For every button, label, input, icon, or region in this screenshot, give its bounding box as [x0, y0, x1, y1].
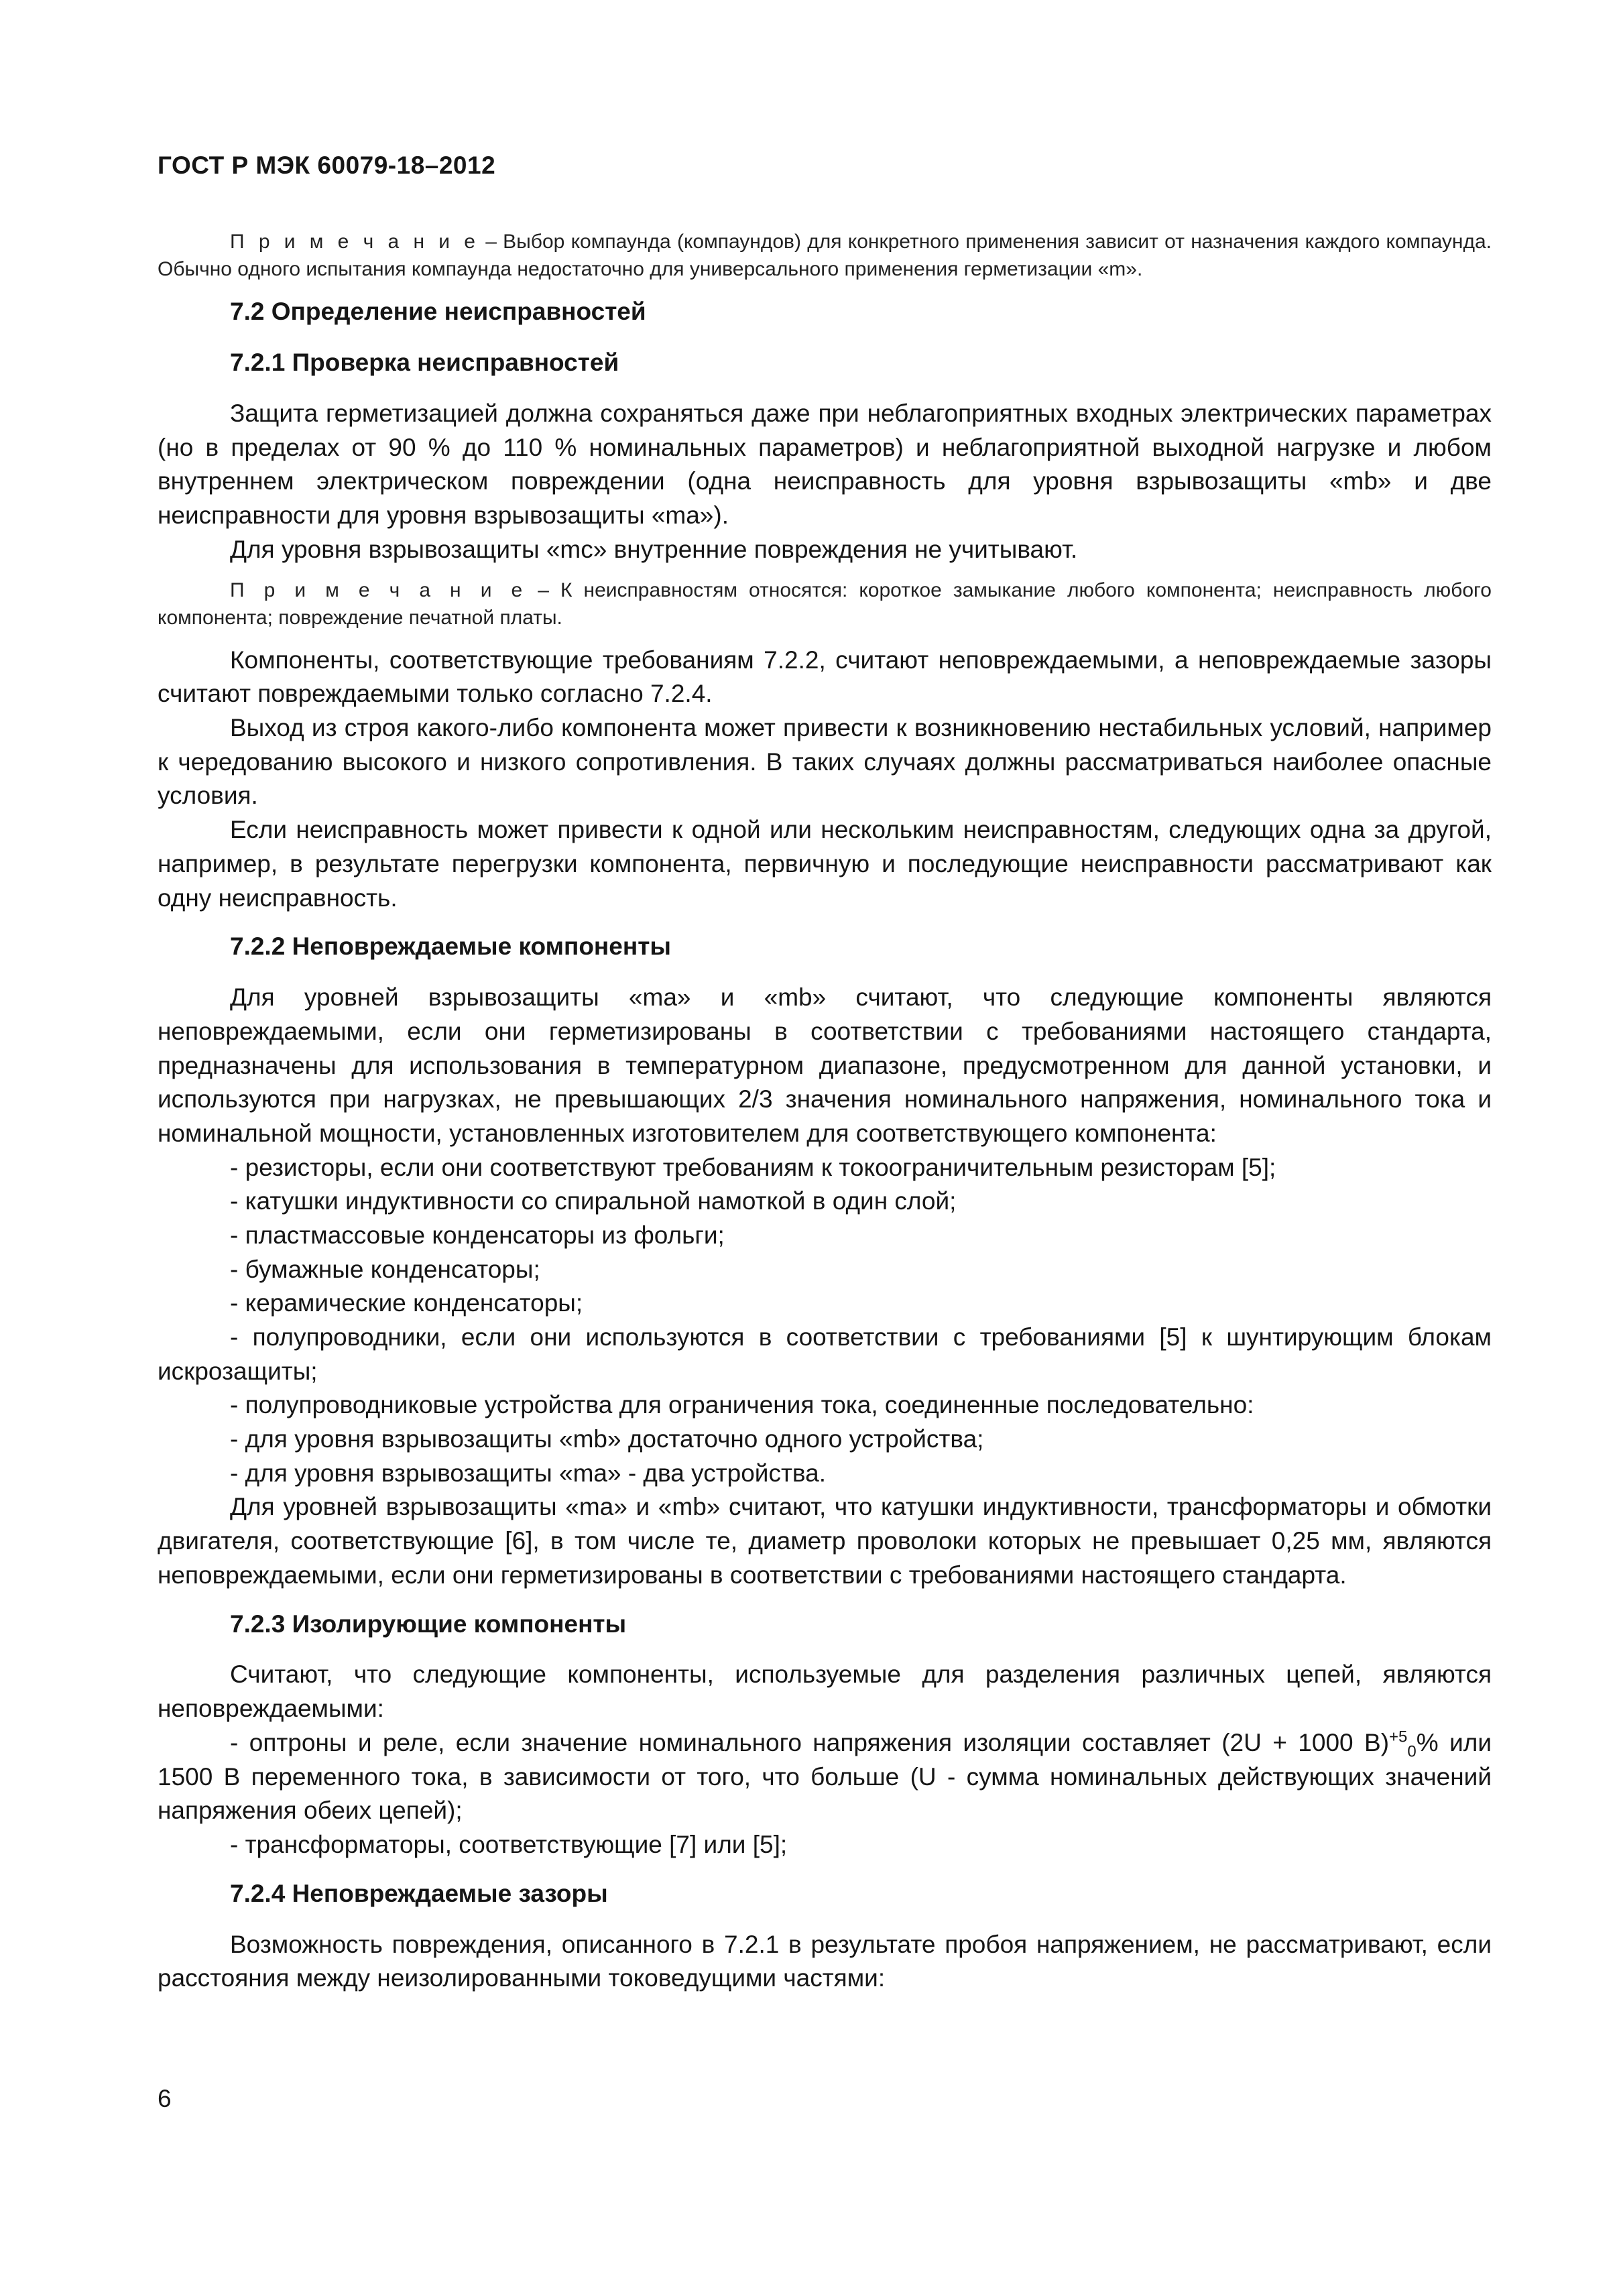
list-item-optocouplers: [158, 1726, 1492, 1828]
list-item: - полупроводники, если они используются в соответствии с требованиями [5] к шунтирующим блокам искрозащиты;: [158, 1323, 1492, 1385]
list-item: - полупроводниковые устройства для ограничения тока, соединенные последовательно:: [230, 1391, 1254, 1419]
note-text: – Выбор компаунда (компаундов) для конкретного применения зависит от назначения каждого компаунда. Обычно одного испытания компаунда недостаточно для универсального применения герметизации «m».: [158, 231, 1492, 281]
list-item: - пластмассовые конденсаторы из фольги;: [230, 1221, 725, 1249]
paragraph-7-2-2-outro: Для уровней взрывозащиты «ma» и «mb» считают, что катушки индуктивности, трансформаторы и обмотки двигателя, соответствующие [6], в том числе те, диаметр проволоки которых не превышает 0,25 мм, являются неповреждаемыми, если они герметизированы в соответствии с требованиями настоящего стандарта.: [158, 1493, 1492, 1589]
list-item: - бумажные конденсаторы;: [230, 1255, 540, 1283]
page-number: 6: [158, 2085, 172, 2112]
list-item: - для уровня взрывозащиты «mb» достаточно одного устройства;: [230, 1425, 984, 1453]
document-body: [158, 228, 1492, 1996]
paragraph-7-2-4-1: Возможность повреждения, описанного в 7.2.1 в результате пробоя напряжением, не рассматривают, если расстояния между неизолированными токоведущими частями:: [158, 1930, 1492, 1992]
list-item: - для уровня взрывозащиты «ma» - два устройства.: [230, 1459, 827, 1487]
list-item-text: - оптроны и реле, если значение номинального напряжения изоляции составляет (2U + 1000 В): [230, 1728, 1390, 1756]
paragraph-7-2-2-intro: Для уровней взрывозащиты «ma» и «mb» считают, что следующие компоненты являются неповреждаемыми, если они герметизированы в соответствии с требованиями настоящего стандарта, предназначены для использования в температурном диапазоне, предусмотренном для данной установки, и используются при нагрузках, не превышающих 2/3 значения номинального напряжения, номинального тока и номинальной мощности, установленных изготовителем для соответствующего компонента:: [158, 983, 1492, 1147]
list-item: - катушки индуктивности со спиральной намоткой в один слой;: [230, 1187, 957, 1215]
note-label: П р и м е ч а н и е: [230, 579, 527, 601]
paragraph-7-2-1-1: Защита герметизацией должна сохраняться даже при неблагоприятных входных электрических параметрах (но в пределах от 90 % до 110 % номинальных параметров) и неблагоприятной выходной нагрузке и любом внутреннем электрическом повреждении (одна неисправность для уровня взрывозащиты «mb» и две неисправности для уровня взрывозащиты «ma»).: [158, 400, 1492, 530]
paragraph-7-2-3-intro: Считают, что следующие компоненты, используемые для разделения различных цепей, являются неповреждаемыми:: [158, 1660, 1492, 1723]
section-heading-7-2-1: 7.2.1 Проверка неисправностей: [230, 349, 619, 377]
section-heading-7-2-3: 7.2.3 Изолирующие компоненты: [230, 1610, 627, 1638]
note-text: – К неисправностям относятся: короткое замыкание любого компонента; неисправность любого компонента; повреждение печатной платы.: [158, 579, 1492, 629]
section-heading-7-2-2: 7.2.2 Неповреждаемые компоненты: [230, 932, 671, 961]
paragraph-7-2-1-3: Компоненты, соответствующие требованиям 7.2.2, считают неповреждаемыми, а неповреждаемые зазоры считают повреждаемыми только согласно 7.2.4.: [158, 646, 1492, 708]
paragraph-7-2-1-5: Если неисправность может привести к одной или нескольким неисправностям, следующих одна за другой, например, в результате перегрузки компонента, первичную и последующие неисправности рассматривают как одну неисправность.: [158, 816, 1492, 912]
list-item: - резисторы, если они соответствуют требованиям к токоограничительным резисторам [5];: [230, 1153, 1276, 1181]
section-heading-7-2: 7.2 Определение неисправностей: [230, 298, 646, 326]
paragraph-7-2-1-4: Выход из строя какого-либо компонента может привести к возникновению нестабильных условий, например к чередованию высокого и низкого сопротивления. В таких случаях должны рассматриваться наиболее опасные условия.: [158, 714, 1492, 810]
note-faults: [158, 577, 1492, 631]
note-label: П р и м е ч а н и е: [230, 231, 479, 253]
note-compound: [158, 228, 1492, 283]
list-item: - керамические конденсаторы;: [230, 1289, 583, 1317]
tolerance-subscript: 0: [1407, 1742, 1417, 1761]
paragraph-7-2-1-2: Для уровня взрывозащиты «mc» внутренние повреждения не учитывают.: [230, 535, 1078, 563]
standard-header: ГОСТ Р МЭК 60079-18–2012: [158, 152, 496, 179]
section-heading-7-2-4: 7.2.4 Неповреждаемые зазоры: [230, 1879, 608, 1907]
tolerance-superscript: +5: [1389, 1728, 1408, 1746]
list-item-transformers: - трансформаторы, соответствующие [7] или [5];: [230, 1830, 788, 1858]
list-item-text: % или 1500 В переменного тока, в зависимости от того, что больше (U - сумма номинальных действующих значений напряжения обеих цепей);: [158, 1728, 1492, 1825]
